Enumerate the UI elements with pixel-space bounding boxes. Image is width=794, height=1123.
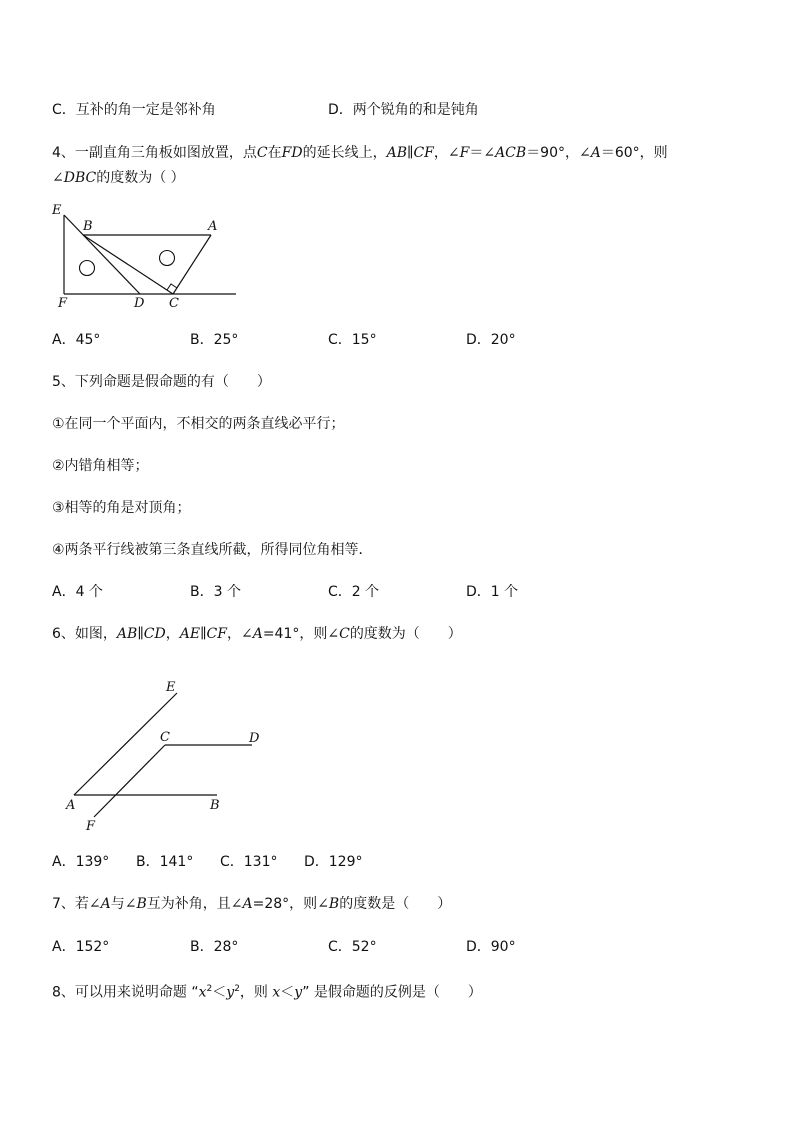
q5-stem: 5、下列命题是假命题的有（ ） bbox=[52, 374, 271, 390]
q4-stem-line2: ∠DBC的度数为（ ） bbox=[52, 170, 185, 186]
q4-label-a: A bbox=[208, 219, 218, 234]
q6-stem: 6、如图，AB∥CD，AE∥CF，∠A=41°，则∠C的度数为（ ） bbox=[52, 626, 462, 642]
q4-label-f: F bbox=[58, 296, 68, 311]
q4-figure bbox=[48, 202, 248, 312]
q6-option-a: A．139° bbox=[52, 854, 110, 870]
q6-option-c: C．131° bbox=[220, 854, 278, 870]
q5-item-1: ①在同一个平面内，不相交的两条直线必平行； bbox=[52, 416, 345, 432]
q6-label-b: B bbox=[210, 798, 220, 813]
q7-stem: 7、若∠A与∠B互为补角，且∠A=28°，则∠B的度数是（ ） bbox=[52, 896, 452, 912]
q6-label-a: A bbox=[66, 798, 76, 813]
q7-option-c: C．52° bbox=[328, 939, 377, 955]
q8-stem: 8、可以用来说明命题 “$x^2<y^2$，则 x＜y” 是假命题的反例是（ ） bbox=[52, 984, 482, 1001]
q7-option-b: B．28° bbox=[190, 939, 239, 955]
q5-item-4: ④两条平行线被第三条直线所截，所得同位角相等． bbox=[52, 542, 373, 558]
q7-option-a: A．152° bbox=[52, 939, 110, 955]
q5-item-3: ③相等的角是对顶角； bbox=[52, 500, 191, 516]
q6-label-e: E bbox=[166, 680, 176, 695]
q4-label-e: E bbox=[52, 203, 62, 218]
q4-option-b: B．25° bbox=[190, 332, 239, 348]
q6-label-f: F bbox=[86, 819, 96, 834]
q6-label-c: C bbox=[160, 730, 170, 745]
q4-option-c: C．15° bbox=[328, 332, 377, 348]
q3-option-c: C．互补的角一定是邻补角 bbox=[52, 102, 216, 118]
q6-option-b: B．141° bbox=[136, 854, 194, 870]
q4-option-d: D．20° bbox=[466, 332, 516, 348]
q4-label-c: C bbox=[169, 296, 179, 311]
q5-option-a: A．4 个 bbox=[52, 584, 103, 600]
q4-option-a: A．45° bbox=[52, 332, 101, 348]
q5-option-d: D．1 个 bbox=[466, 584, 519, 600]
q3-option-d: D．两个锐角的和是钝角 bbox=[328, 102, 479, 118]
q6-label-d: D bbox=[249, 731, 260, 746]
q5-option-b: B．3 个 bbox=[190, 584, 241, 600]
q6-option-d: D．129° bbox=[304, 854, 363, 870]
q5-item-2: ②内错角相等； bbox=[52, 458, 149, 474]
q4-label-b: B bbox=[83, 219, 93, 234]
q6-figure bbox=[62, 675, 262, 835]
q5-option-c: C．2 个 bbox=[328, 584, 380, 600]
q4-label-d: D bbox=[134, 296, 145, 311]
q4-stem-line1: 4、一副直角三角板如图放置，点C在FD的延长线上，AB∥CF，∠F＝∠ACB＝90°，∠A＝60°，则 bbox=[52, 145, 668, 161]
q7-option-d: D．90° bbox=[466, 939, 516, 955]
